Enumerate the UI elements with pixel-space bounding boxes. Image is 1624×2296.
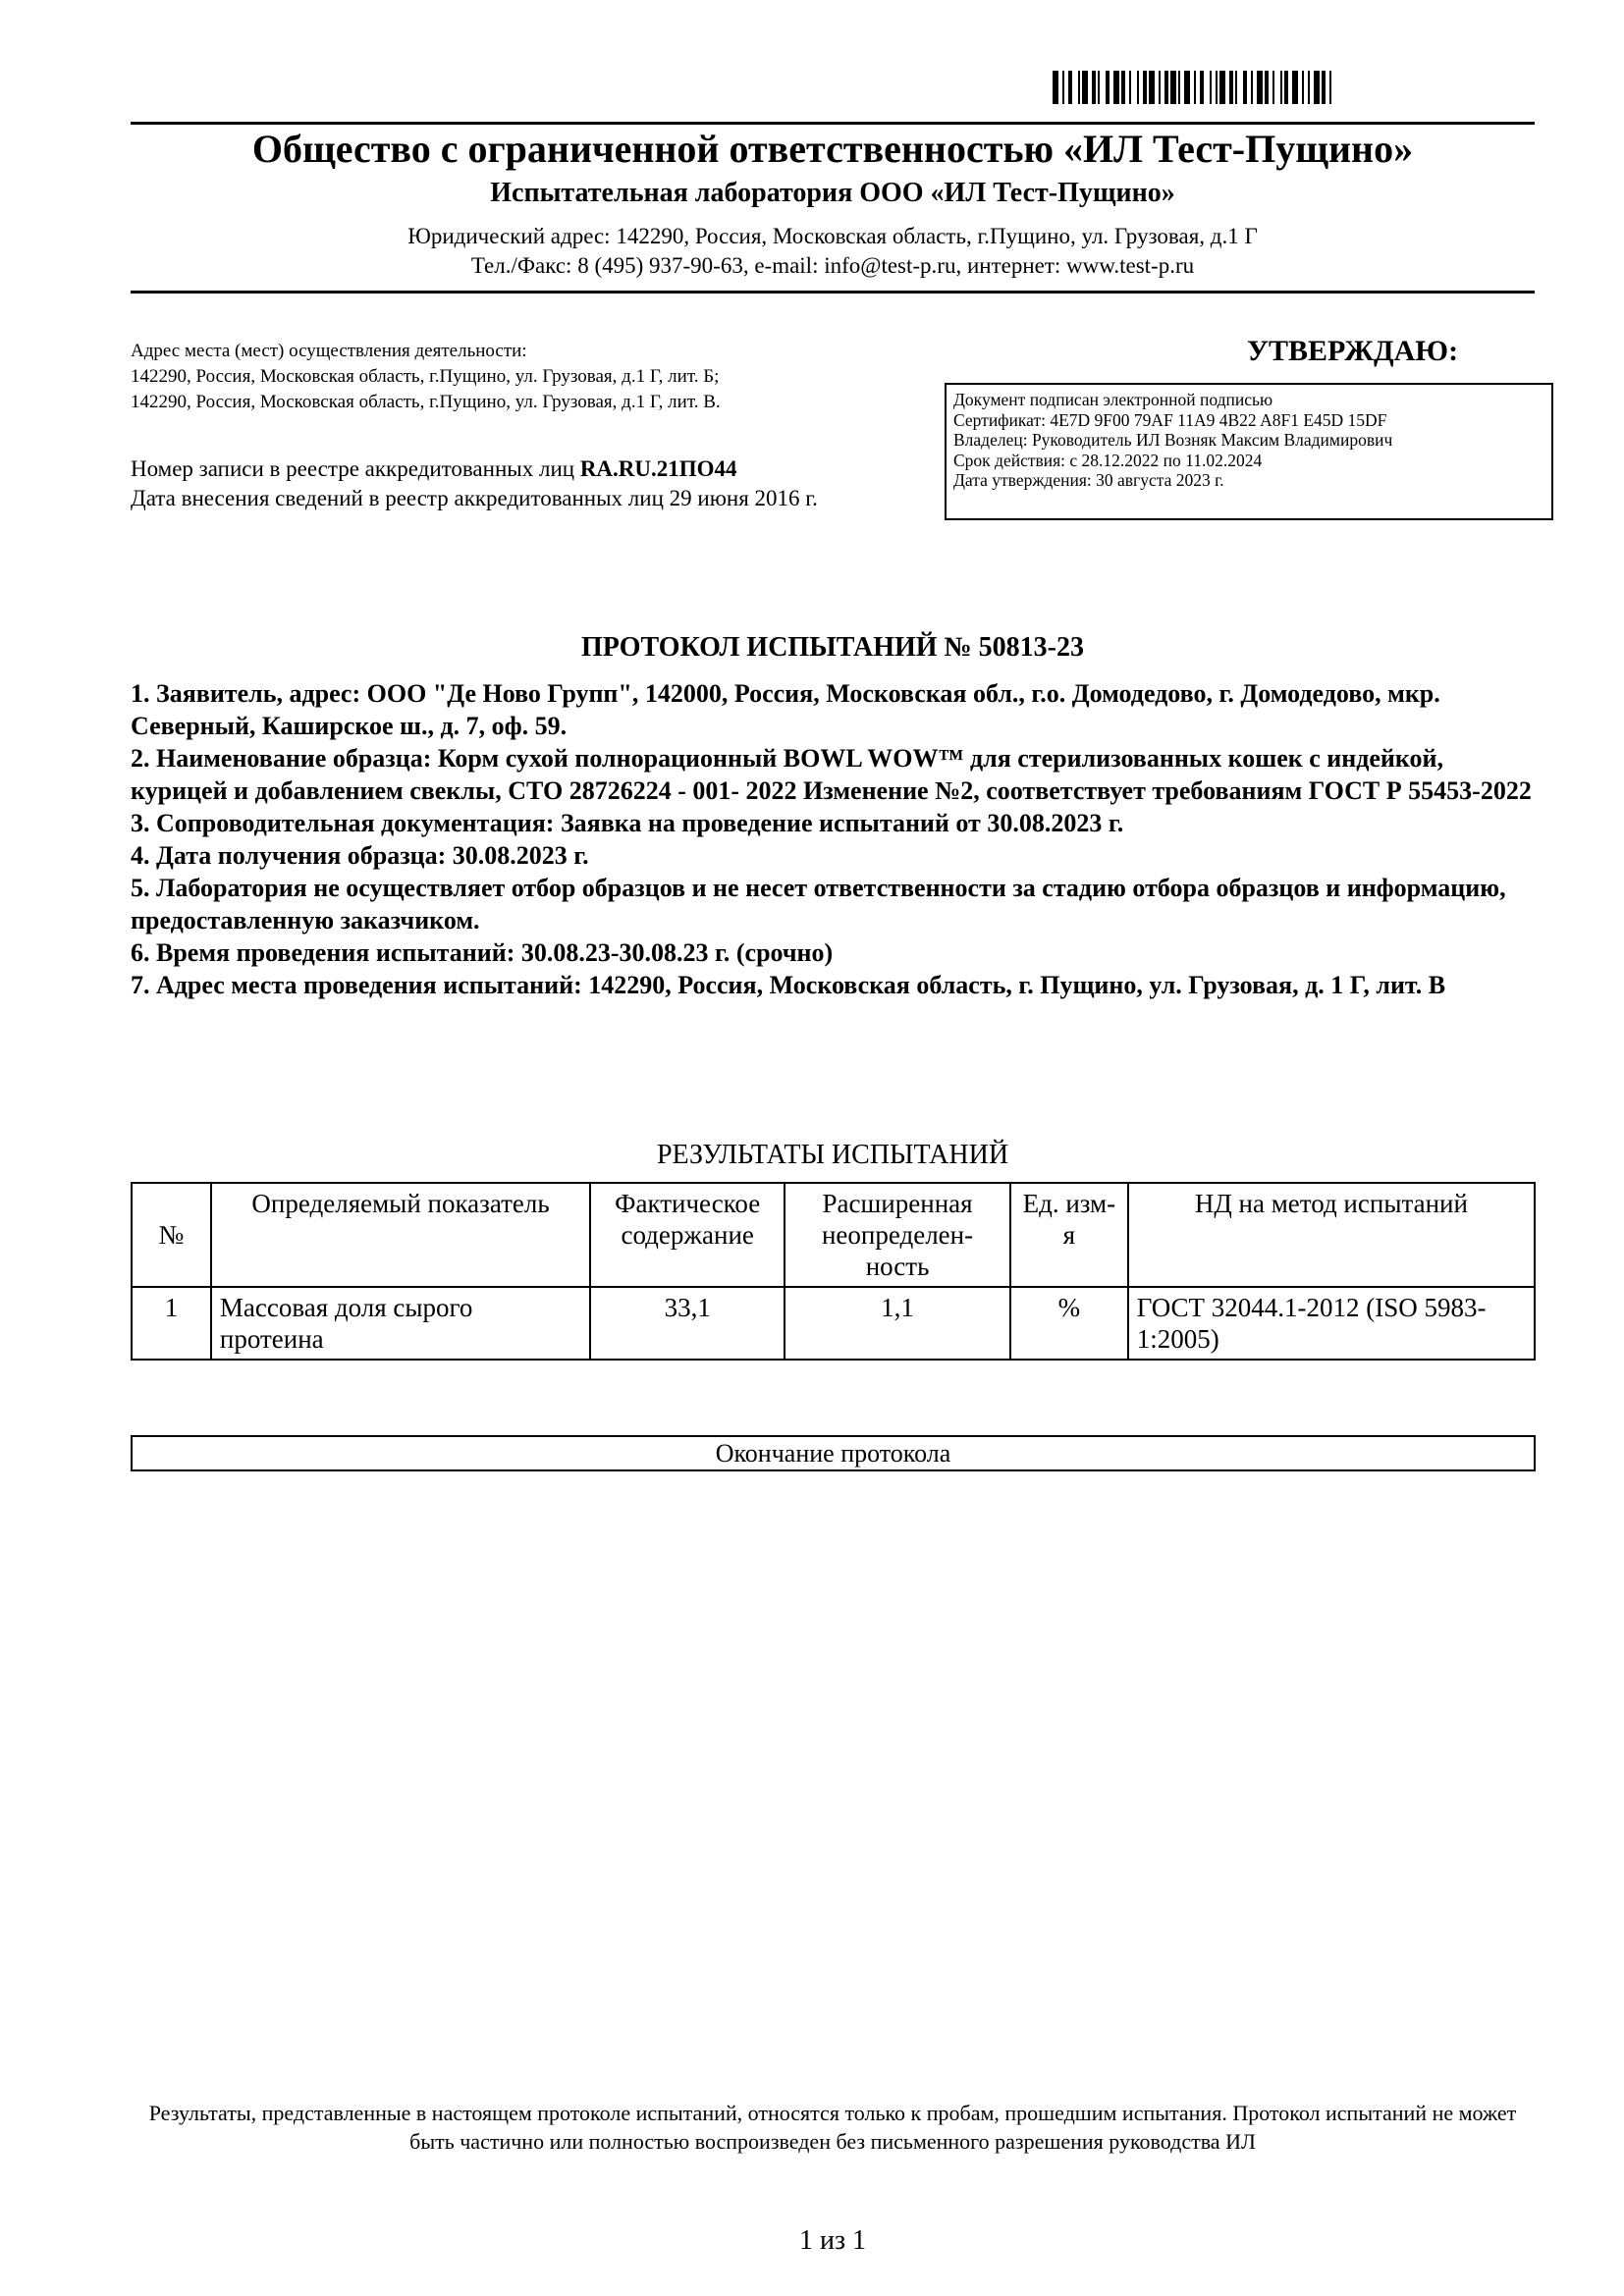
activity-address-2: 142290, Россия, Московская область, г.Пущино, ул. Грузовая, д.1 Г, лит. В. [131, 392, 721, 412]
barcode-bar [1308, 71, 1310, 104]
barcode-bar [1121, 71, 1125, 104]
column-header-uncertainty: Расширенная неопределен-ность [785, 1183, 1010, 1287]
cell-indicator: Массовая доля сырого протеина [211, 1287, 590, 1360]
organization-title: Общество с ограниченной ответственностью «ИЛ Тест-Пущино» [251, 127, 1414, 171]
footer-disclaimer: Результаты, представленные в настоящем протоколе испытаний, относятся только к пробам, прошедшим испытания. Протокол испытаний не может быть частично или полностью воспроизведен без письменного разрешения руководства ИЛ [148, 2101, 1517, 2154]
barcode-bar [1292, 71, 1298, 104]
cell-method: ГОСТ 32044.1-2012 (ISO 5983-1:2005) [1128, 1287, 1535, 1360]
esign-certificate: Сертификат: 4E7D 9F00 79AF 11A9 4B22 A8F1 E45D 15DF [953, 409, 1387, 430]
activity-address-1: 142290, Россия, Московская область, г.Пущино, ул. Грузовая, д.1 Г, лит. Б; [131, 366, 720, 387]
barcode [1053, 71, 1532, 104]
info-item-test-address: 7. Адрес места проведения испытаний: 142290, Россия, Московская область, г. Пущино, ул. Грузовая, д. 1 Г, лит. В [131, 971, 1446, 999]
esign-owner: Владелец: Руководитель ИЛ Возняк Максим Владимирович [953, 430, 1393, 451]
esign-approval-date: Дата утверждения: 30 августа 2023 г. [953, 470, 1224, 491]
column-header-method: НД на метод испытаний [1128, 1183, 1535, 1287]
barcode-bar [1078, 71, 1080, 104]
column-header-indicator: Определяемый показатель [211, 1183, 590, 1287]
barcode-bar [1164, 71, 1168, 104]
barcode-bar [1284, 71, 1288, 104]
cell-number: 1 [132, 1287, 211, 1360]
barcode-bar [1113, 71, 1119, 104]
barcode-bar [1219, 71, 1225, 104]
info-item-documentation: 3. Сопроводительная документация: Заявка на проведение испытаний от 30.08.2023 г. [131, 809, 1124, 837]
barcode-bar [1216, 71, 1218, 104]
barcode-bar [1143, 71, 1147, 104]
barcode-bar [1092, 71, 1096, 104]
barcode-bar [1302, 71, 1304, 104]
barcode-bar [1184, 71, 1190, 104]
barcode-bar [1243, 71, 1247, 104]
barcode-bar [1170, 71, 1176, 104]
protocol-title: ПРОТОКОЛ ИСПЫТАНИЙ № 50813-23 [580, 632, 1084, 663]
barcode-bar [1265, 71, 1269, 104]
registry-info [131, 454, 946, 513]
barcode-bar [1149, 71, 1155, 104]
activity-label: Адрес места (мест) осуществления деятельности: [131, 341, 527, 361]
cell-actual-content: 33,1 [590, 1287, 785, 1360]
barcode-bar [1235, 71, 1237, 104]
barcode-bar [1106, 71, 1110, 104]
barcode-bar [1159, 71, 1161, 104]
results-table [131, 1182, 1536, 1361]
barcode-bar [1194, 71, 1196, 104]
protocol-info-list [131, 677, 1535, 1001]
barcode-bar [1178, 71, 1180, 104]
registry-number-line [131, 454, 946, 484]
info-item-test-period: 6. Время проведения испытаний: 30.08.23-30.08.23 г. (срочно) [131, 938, 834, 967]
header-top-rule [131, 122, 1535, 125]
column-header-number: № [132, 1183, 211, 1287]
barcode-bar [1098, 71, 1100, 104]
registry-number-label: Номер записи в реестре аккредитованных лиц [131, 456, 575, 481]
column-header-unit: Ед. изм-я [1010, 1183, 1128, 1287]
info-item-sample-name: 2. Наименование образца: Корм сухой полнорационный BOWL WOW™ для стерилизованных кошек с индейкой, курицей и добавлением свеклы, СТО 28726224 - 001- 2022 Изменение №2, соответствует требованиям ГОСТ Р 55453-2022 [131, 744, 1532, 805]
barcode-bar [1314, 71, 1320, 104]
barcode-bar [1210, 71, 1212, 104]
barcode-bar [1129, 71, 1131, 104]
barcode-bar [1082, 71, 1088, 104]
esign-validity: Срок действия: с 28.12.2022 по 11.02.2024 [953, 450, 1263, 470]
end-of-protocol-box: Окончание протокола [131, 1435, 1536, 1471]
barcode-bar [1251, 71, 1253, 104]
barcode-bar [1200, 71, 1204, 104]
barcode-bar [1257, 71, 1263, 104]
laboratory-name: Испытательная лаборатория ООО «ИЛ Тест-Пущино» [490, 178, 1175, 208]
barcode-bar [1322, 71, 1326, 104]
table-row [132, 1287, 1535, 1360]
legal-address: Юридический адрес: 142290, Россия, Московская область, г.Пущино, ул. Грузовая, д.1 Г [407, 224, 1258, 248]
info-item-sampling-note: 5. Лаборатория не осуществляет отбор образцов и не несет ответственности за стадию отбора образцов и информацию, предоставленную заказчиком. [131, 874, 1506, 934]
info-item-applicant: 1. Заявитель, адрес: ООО "Де Ново Групп", 142000, Россия, Московская обл., г.о. Домодедово, г. Домодедово, мкр. Северный, Каширское ш., д. 7, оф. 59. [131, 679, 1440, 740]
barcode-bar [1053, 71, 1058, 104]
contacts: Тел./Факс: 8 (495) 937-90-63, e-mail: info@test-p.ru, интернет: www.test-p.ru [470, 253, 1195, 278]
header-bottom-rule [131, 291, 1535, 294]
barcode-bar [1062, 71, 1064, 104]
barcode-bar [1280, 71, 1282, 104]
cell-uncertainty: 1,1 [785, 1287, 1010, 1360]
results-title: РЕЗУЛЬТАТЫ ИСПЫТАНИЙ [656, 1140, 1009, 1170]
electronic-signature-box [945, 383, 1553, 520]
esign-note: Документ подписан электронной подписью [953, 390, 1273, 409]
cell-unit: % [1010, 1287, 1128, 1360]
barcode-bar [1068, 71, 1072, 104]
registry-date-line: Дата внесения сведений в реестр аккредитованных лиц 29 июня 2016 г. [131, 486, 818, 510]
info-item-receipt-date: 4. Дата получения образца: 30.08.2023 г. [131, 841, 589, 870]
table-header-row [132, 1183, 1535, 1287]
approval-title: УТВЕРЖДАЮ: [1247, 335, 1459, 367]
column-header-actual-content: Фактическое содержание [590, 1183, 785, 1287]
barcode-bar [1329, 71, 1331, 104]
page-number: 1 из 1 [798, 2225, 867, 2256]
barcode-bar [1137, 71, 1139, 104]
registry-number-value: RA.RU.21ПО44 [579, 456, 737, 481]
barcode-bar [1272, 71, 1274, 104]
barcode-bar [1229, 71, 1233, 104]
activity-addresses [131, 339, 936, 415]
